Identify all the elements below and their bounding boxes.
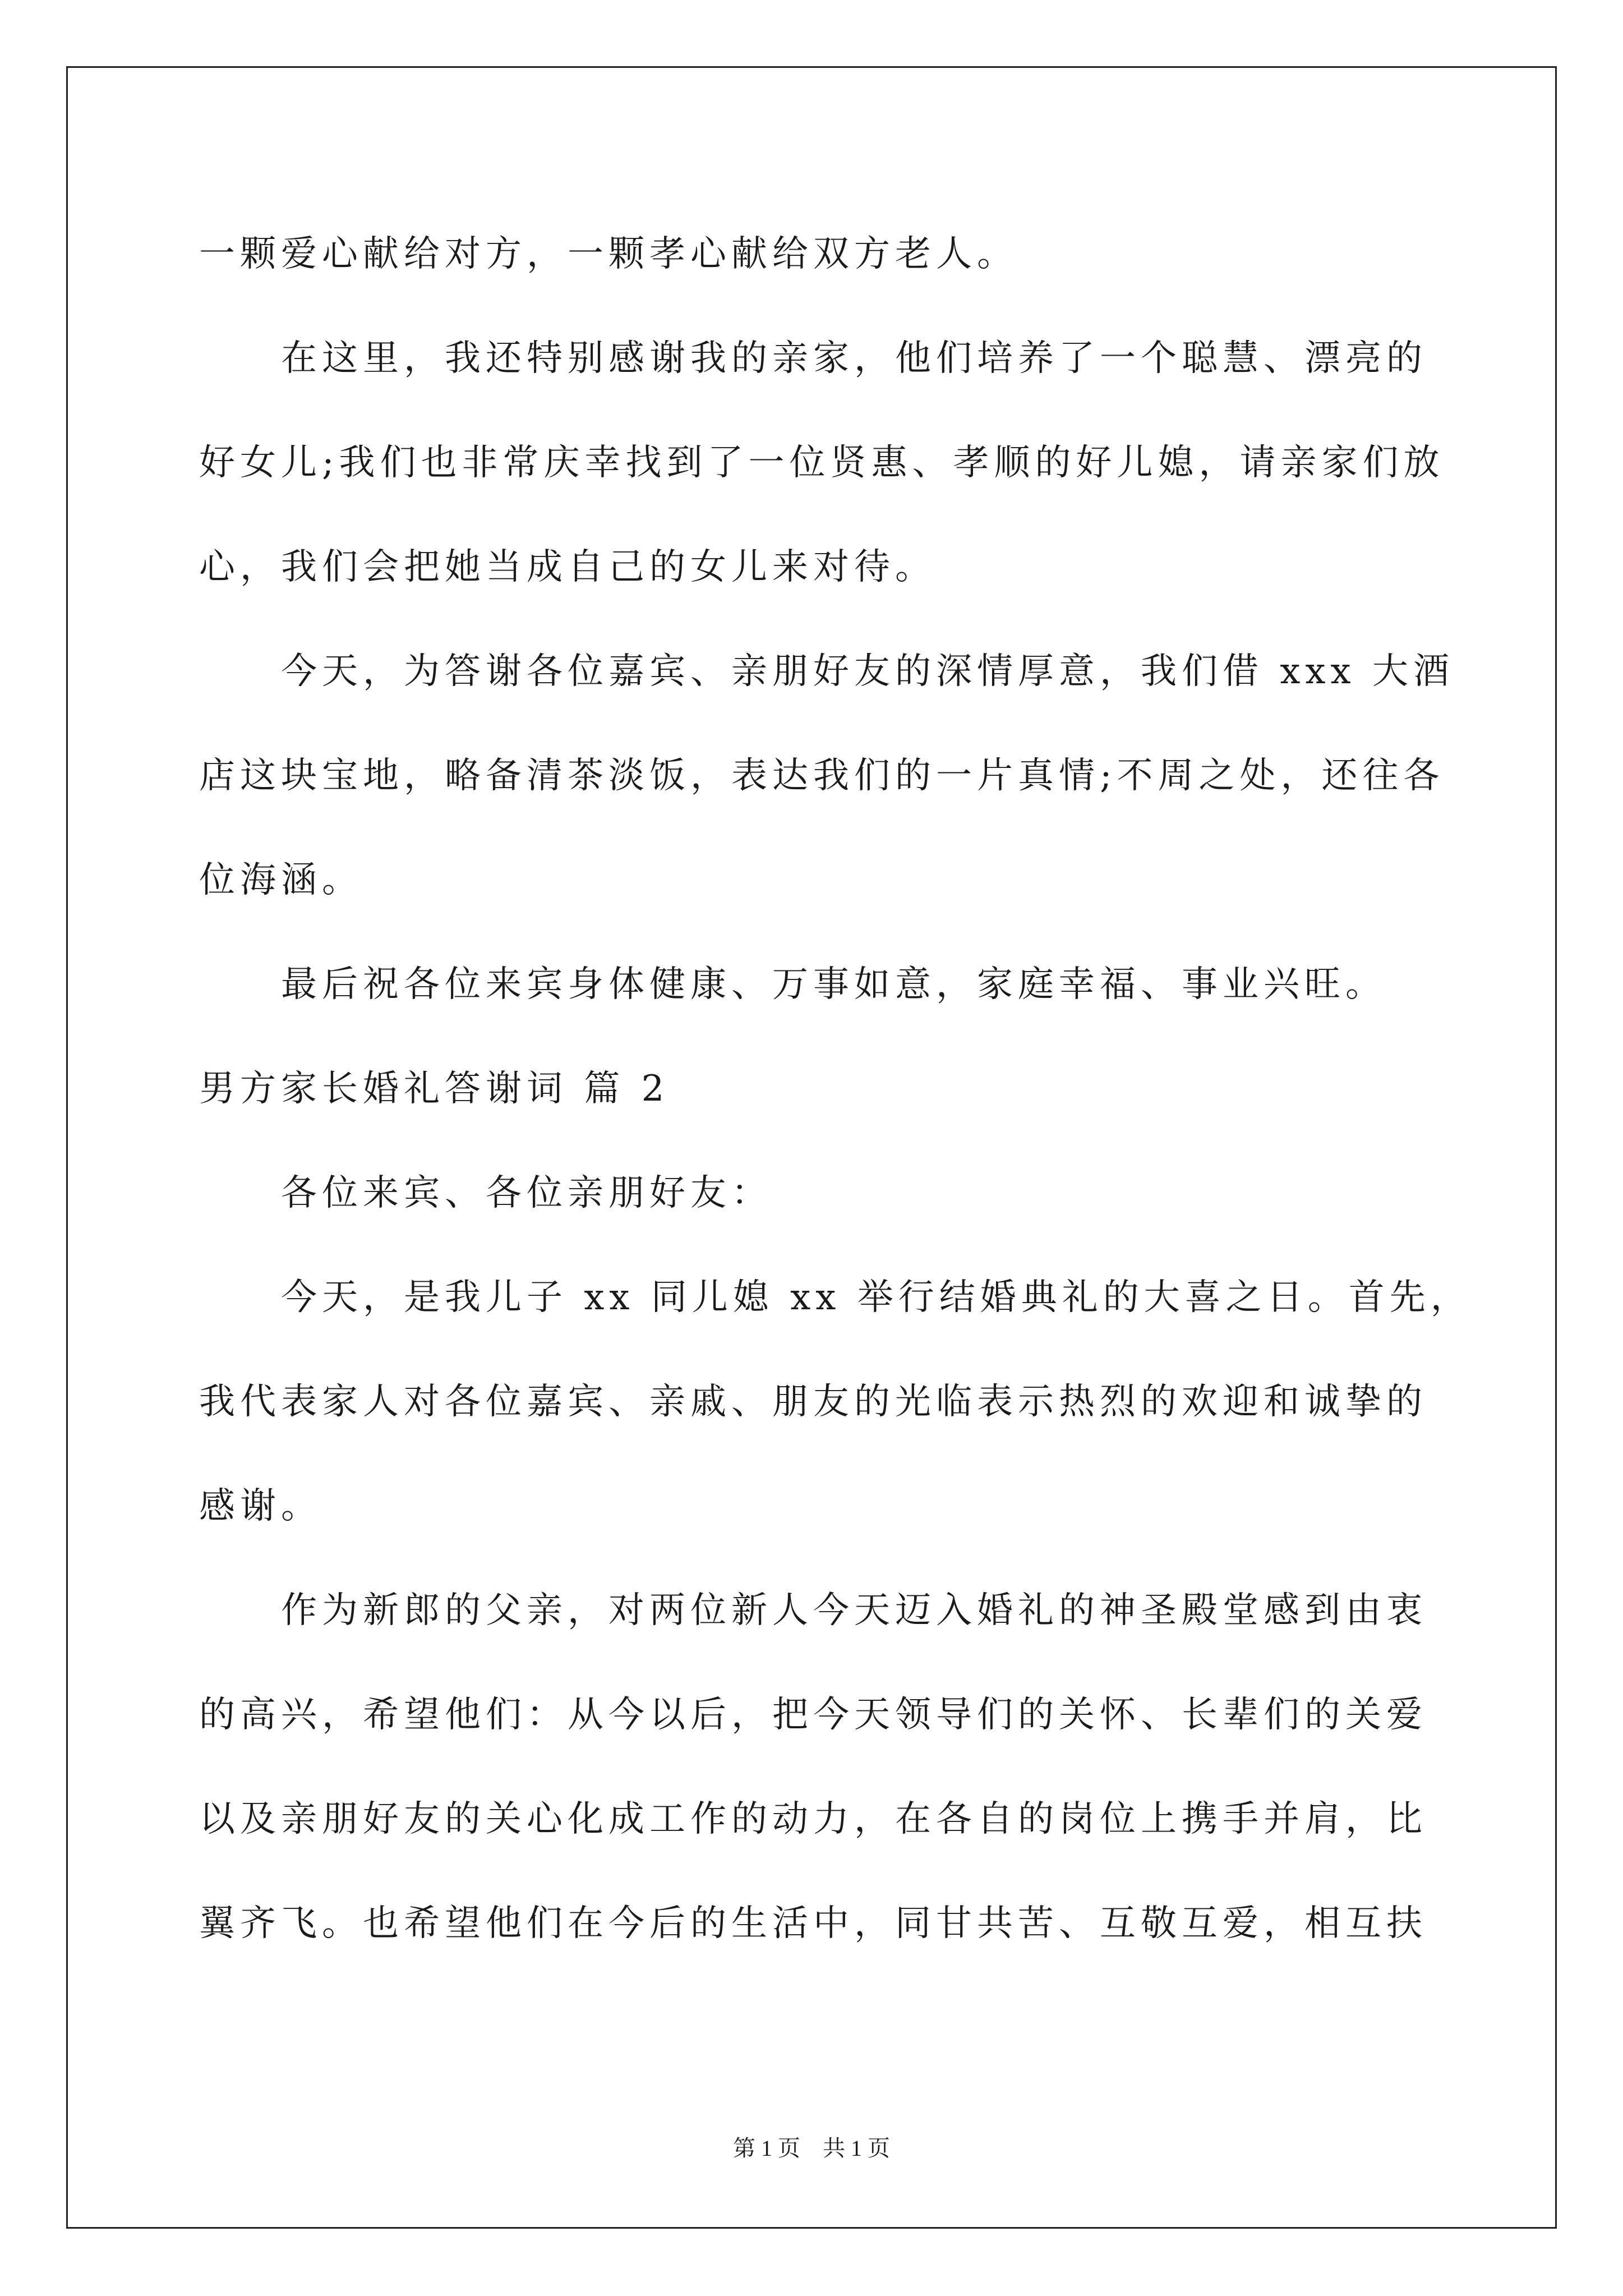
text-line: 好女儿;我们也非常庆幸找到了一位贤惠、孝顺的好儿媳，请亲家们放 xyxy=(199,442,1445,484)
text-line: 今天，为答谢各位嘉宾、亲朋好友的深情厚意，我们借 xxx 大酒 xyxy=(281,651,1454,692)
text-line: 作为新郎的父亲，对两位新人今天迈入婚礼的神圣殿堂感到由衷 xyxy=(281,1590,1427,1631)
text-line: 以及亲朋好友的关心化成工作的动力，在各自的岗位上携手并肩，比 xyxy=(199,1798,1427,1840)
text-line: 一颗爱心献给对方，一颗孝心献给双方老人。 xyxy=(199,233,1018,275)
salutation: 各位来宾、各位亲朋好友： xyxy=(281,1172,772,1214)
text-line: 最后祝各位来宾身体健康、万事如意，家庭幸福、事业兴旺。 xyxy=(281,964,1386,1005)
text-line: 店这块宝地，略备清茶淡饭，表达我们的一片真情;不周之处，还往各 xyxy=(199,755,1445,797)
text-line: 心，我们会把她当成自己的女儿来对待。 xyxy=(199,546,936,588)
text-line: 位海涵。 xyxy=(199,859,363,901)
text-line: 今天，是我儿子 xx 同儿媳 xx 举行结婚典礼的大喜之日。首先， xyxy=(281,1277,1472,1318)
section-heading: 男方家长婚礼答谢词 篇 2 xyxy=(199,1068,670,1110)
text-line: 感谢。 xyxy=(199,1485,322,1527)
text-line: 翼齐飞。也希望他们在今后的生活中，同甘共苦、互敬互爱，相互扶 xyxy=(199,1903,1427,1944)
text-line: 在这里，我还特别感谢我的亲家，他们培养了一个聪慧、漂亮的 xyxy=(281,338,1427,379)
text-line: 的高兴，希望他们：从今以后，把今天领导们的关怀、长辈们的关爱 xyxy=(199,1694,1427,1736)
document-body xyxy=(199,202,1472,1976)
page-total: 共 1 页 xyxy=(823,2136,890,2161)
page-footer xyxy=(0,2132,1623,2165)
text-line: 我代表家人对各位嘉宾、亲戚、朋友的光临表示热烈的欢迎和诚挚的 xyxy=(199,1381,1427,1423)
page-number: 第 1 页 xyxy=(733,2136,800,2161)
